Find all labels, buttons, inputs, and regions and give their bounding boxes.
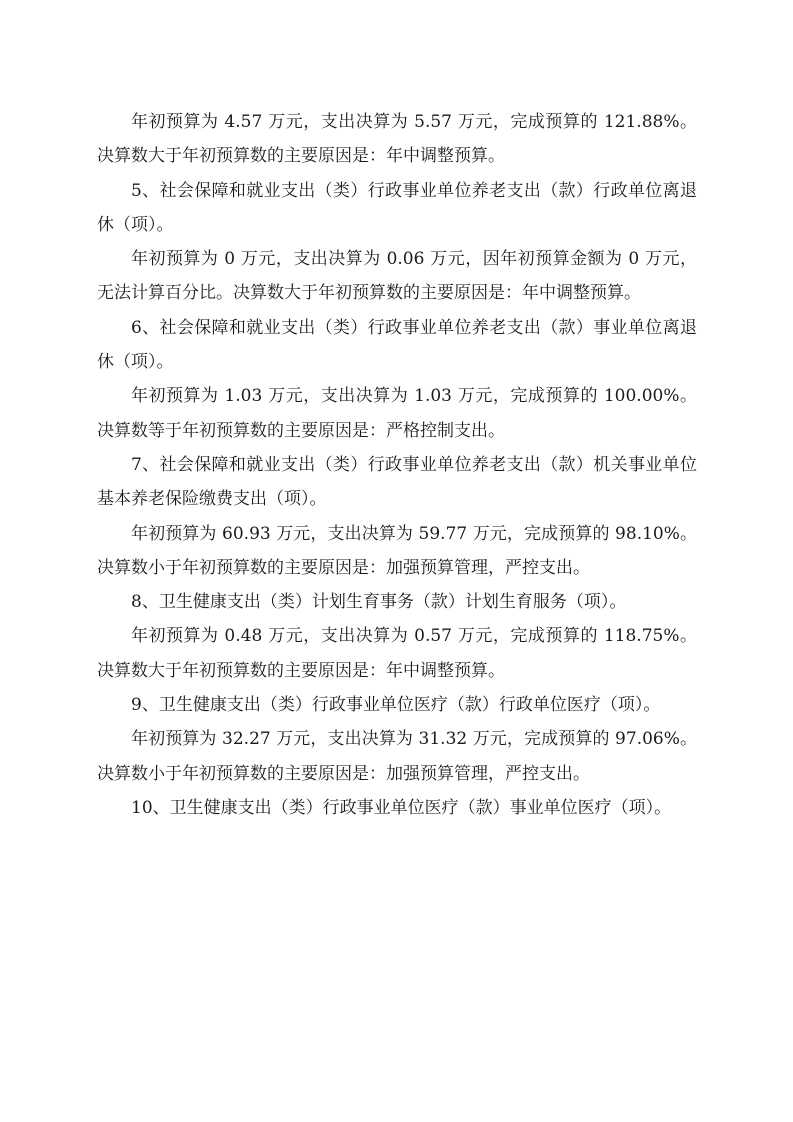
paragraph-budget-retirement-fund: 年初预算为 4.57 万元，支出决算为 5.57 万元，完成预算的 121.88%。决算数大于年初预算数的主要原因是：年中调整预算。 [97, 112, 697, 167]
paragraph-heading-item-9: 9、卫生健康支出（类）行政事业单位医疗（款）行政单位医疗（项）。 [131, 695, 661, 716]
paragraph-heading-item-8: 8、卫生健康支出（类）计划生育事务（款）计划生育服务（项）。 [131, 592, 627, 613]
paragraph-heading-item-6: 6、社会保障和就业支出（类）行政事业单位养老支出（款）事业单位离退休（项）。 [97, 317, 697, 373]
paragraph-budget-item-7: 年初预算为 60.93 万元，支出决算为 59.77 万元，完成预算的 98.10%。决算数小于年初预算数的主要原因是：加强预算管理，严控支出。 [97, 523, 697, 578]
paragraph-budget-item-5: 年初预算为 0 万元，支出决算为 0.06 万元，因年初预算金额为 0 万元，无法计算百分比。决算数大于年初预算数的主要原因是：年中调整预算。 [97, 249, 697, 304]
paragraph-heading-item-10: 10、卫生健康支出（类）行政事业单位医疗（款）事业单位医疗（项）。 [131, 797, 672, 818]
document-body [97, 105, 697, 825]
paragraph-heading-item-7: 7、社会保障和就业支出（类）行政事业单位养老支出（款）机关事业单位基本养老保险缴费支出（项）。 [97, 454, 697, 510]
paragraph-budget-item-6: 年初预算为 1.03 万元，支出决算为 1.03 万元，完成预算的 100.00%。决算数等于年初预算数的主要原因是：严格控制支出。 [97, 386, 697, 441]
paragraph-heading-item-5: 5、社会保障和就业支出（类）行政事业单位养老支出（款）行政单位离退休（项）。 [97, 180, 697, 235]
paragraph-budget-item-9: 年初预算为 32.27 万元，支出决算为 31.32 万元，完成预算的 97.06%。决算数小于年初预算数的主要原因是：加强预算管理，严控支出。 [97, 729, 697, 784]
paragraph-budget-item-8: 年初预算为 0.48 万元，支出决算为 0.57 万元，完成预算的 118.75%。决算数大于年初预算数的主要原因是：年中调整预算。 [97, 626, 697, 681]
